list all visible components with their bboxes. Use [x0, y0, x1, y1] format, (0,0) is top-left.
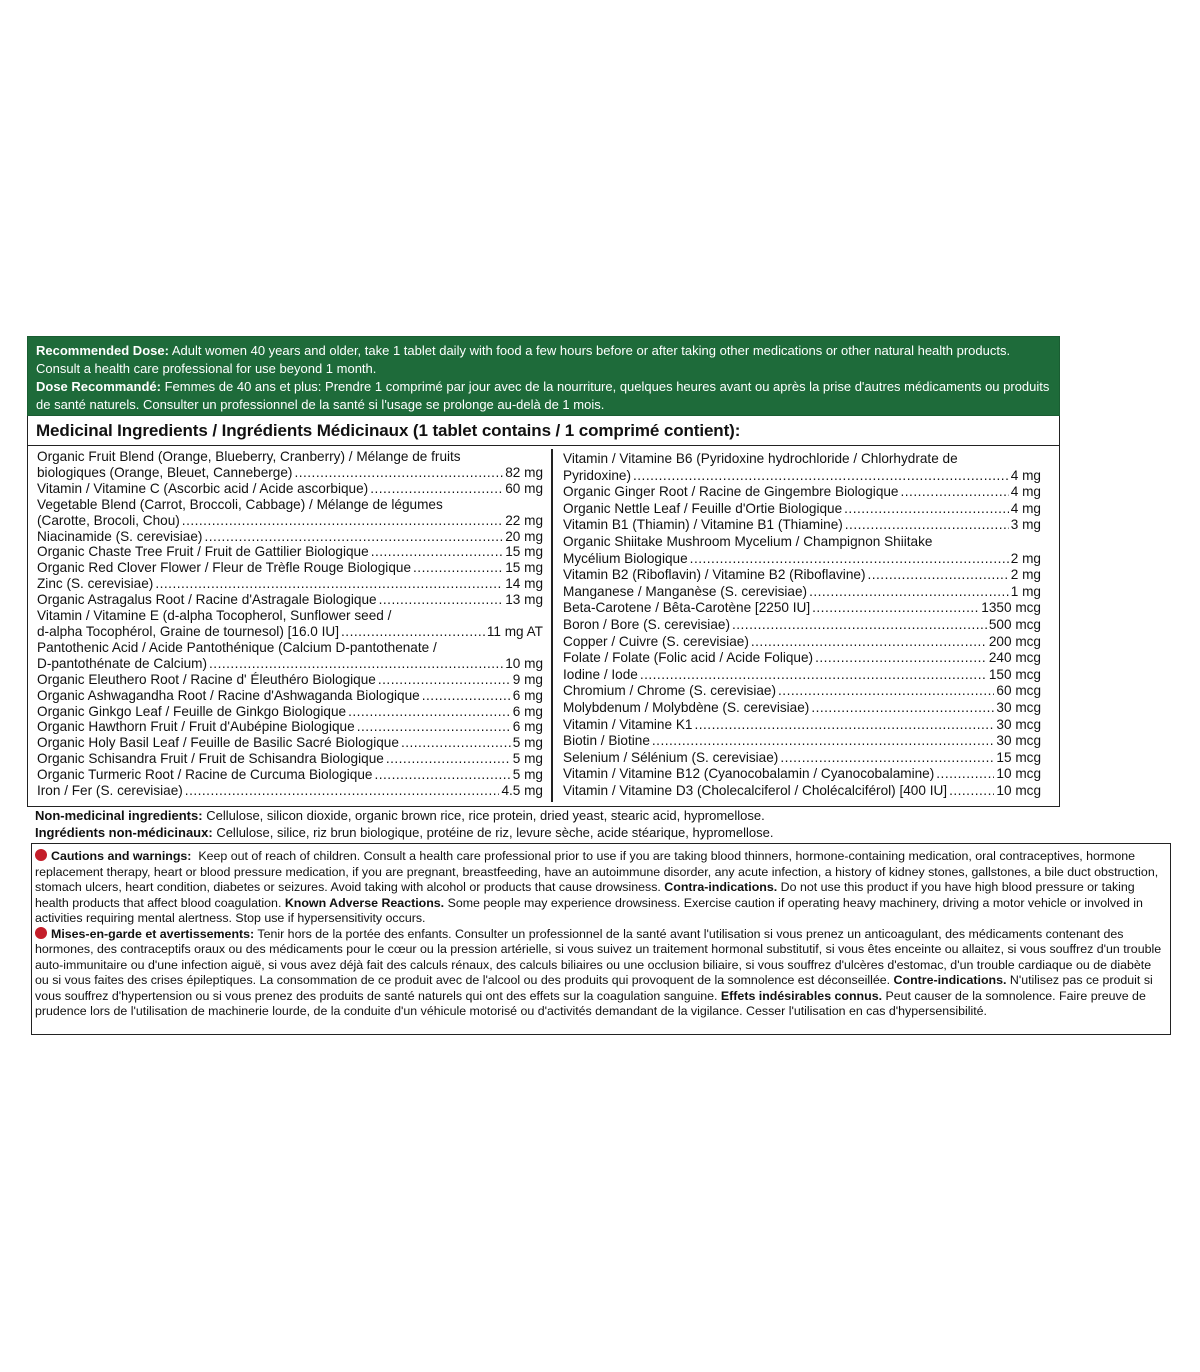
ingredient-row — [563, 634, 1041, 651]
ingredient-amount: 5 mg — [512, 767, 543, 783]
cautions-fr-adverse-text: Peut causer de la somnolence. Faire preuve de prudence lors de l'utilisation de machinerie lourde, de la conduite d'un véhicule motorisé ou d'activités demandant de la vigilance. Cesser l'utilisation en cas d'hypersensibilité. — [35, 988, 1146, 1018]
ingredient-name: Organic Eleuthero Root / Racine d' Éleuthéro Biologique — [37, 671, 376, 687]
ingredient-amount: 60 mcg — [996, 683, 1041, 699]
dot-leader — [378, 672, 511, 688]
ingredient-row — [563, 567, 1041, 584]
ingredient-name: Biotin / Biotine — [563, 733, 650, 749]
ingredient-name: D-pantothénate de Calcium) — [37, 655, 208, 671]
ingredient-name-line: Organic Shiitake Mushroom Mycelium / Champignon Shiitake — [563, 533, 933, 549]
ingredient-row — [37, 465, 543, 481]
cautions-en-adverse-text: Some people may experience drowsiness. Exercise caution if operating heavy machinery, driving a motor vehicle or involved in activities requiring mental alertness. Stop use if hypersensitivity occurs. — [35, 895, 1143, 925]
dot-leader — [815, 650, 987, 667]
ingredient-amount: 11 mg AT — [486, 623, 543, 639]
ingredient-name-line: Organic Fruit Blend (Orange, Blueberry, Cranberry) / Mélange de fruits — [37, 449, 461, 464]
cautions-en-contra-text: Do not use this product if you have high blood pressure or taking health products that affect blood coagulation. — [35, 880, 1135, 910]
ingredient-row — [37, 704, 543, 720]
ingredient-amount: 1350 mcg — [981, 600, 1041, 616]
ingredient-row — [37, 767, 543, 783]
ingredient-name: Organic Astragalus Root / Racine d'Astragale Biologique — [37, 592, 377, 608]
ingredient-amount: 500 mcg — [988, 616, 1041, 632]
ingredient-name: Niacinamide (S. cerevisiae) — [37, 528, 203, 544]
dot-leader — [371, 544, 504, 560]
cautions-fr-label: Mises-en-garde et avertissements: — [51, 926, 255, 941]
ingredient-row — [37, 783, 543, 799]
cautions-fr-text: Tenir hors de la portée des enfants. Consulter un professionnel de la santé avant l'utilisation si vous prenez un anticoagulant, des médicaments contenant des hormones, des contraceptifs oraux ou des médicaments pour le cœur ou la pression artérielle, si vous suivez un traitement hormonal substitutif, si vous êtes enceinte ou allaitez, si vous souffrez d'un trouble auto-immunitaire ou d'une infection aiguë, si vous avez déjà fait des calculs rénaux, des calculs biliaires ou une occlusion biliaire, si vous souffrez d'ulcères d'estomac, d'un trouble cardiaque ou de diabète ou si vous faites des crises épileptiques. La consommation de ce produit avec de l'alcool ou des produits qui provoquent de la somnolence est déconseillée. — [35, 926, 1162, 987]
ingredient-name: Mycélium Biologique — [563, 550, 688, 566]
ingredient-amount: 4 mg — [1010, 484, 1041, 500]
ingredient-name: Zinc (S. cerevisiae) — [37, 576, 154, 592]
nonmed-fr — [35, 825, 773, 842]
nonmed-en — [35, 808, 773, 825]
dose-en-label: Recommended Dose: — [36, 343, 169, 358]
recommended-dose-box — [27, 336, 1060, 416]
ingredient-row — [563, 717, 1041, 734]
ingredient-name: Organic Ashwagandha Root / Racine d'Ashwaganda Biologique — [37, 687, 420, 703]
dot-leader — [209, 656, 503, 672]
ingredient-row — [563, 700, 1041, 717]
ingredient-row — [37, 751, 543, 767]
dot-leader — [780, 750, 994, 767]
ingredient-row — [37, 544, 543, 560]
dot-leader — [185, 783, 500, 799]
ingredients-header: Medicinal Ingredients / Ingrédients Médicinaux (1 tablet contains / 1 comprimé contient): — [28, 416, 1059, 446]
cautions-en-adverse-label: Known Adverse Reactions. — [284, 895, 445, 910]
cautions-box — [31, 843, 1171, 1035]
ingredient-amount: 30 mcg — [996, 699, 1041, 715]
ingredient-row — [37, 481, 543, 497]
ingredient-amount: 20 mg — [505, 528, 543, 544]
dose-fr-label: Dose Recommandé: — [36, 379, 161, 394]
ingredient-name: Vitamin / Vitamine K1 — [563, 716, 693, 732]
ingredient-row — [37, 656, 543, 672]
ingredient-row — [37, 529, 543, 545]
ingredient-name: Vitamin B2 (Riboflavin) / Vitamine B2 (Riboflavine) — [563, 567, 866, 583]
dot-leader — [422, 688, 511, 704]
nonmed-fr-label: Ingrédients non-médicinaux: — [35, 824, 213, 840]
ingredient-row — [37, 576, 543, 592]
medicinal-ingredients-box — [27, 416, 1060, 807]
ingredient-name: (Carotte, Brocoli, Chou) — [37, 512, 180, 528]
dose-fr — [36, 378, 1051, 414]
dot-leader — [386, 751, 511, 767]
ingredients-right-column — [563, 451, 1041, 799]
dot-leader — [690, 551, 1009, 568]
dot-leader — [812, 600, 979, 617]
ingredient-amount: 10 mcg — [996, 766, 1041, 782]
ingredient-amount: 10 mcg — [996, 782, 1041, 798]
dot-leader — [348, 704, 511, 720]
ingredient-name: Selenium / Sélénium (S. cerevisiae) — [563, 749, 779, 765]
cautions-fr-adverse-label: Effets indésirables connus. — [720, 988, 883, 1003]
dot-leader — [936, 766, 994, 783]
dot-leader — [204, 529, 503, 545]
ingredient-amount: 30 mcg — [996, 716, 1041, 732]
ingredient-amount: 5 mg — [512, 735, 543, 751]
ingredient-amount: 4 mg — [1010, 467, 1041, 483]
ingredient-row — [563, 584, 1041, 601]
ingredient-row — [563, 733, 1041, 750]
ingredient-amount: 5 mg — [512, 751, 543, 767]
ingredient-amount: 2 mg — [1010, 550, 1041, 566]
dose-en — [36, 342, 1051, 378]
dot-leader — [811, 700, 994, 717]
cautions-fr — [35, 927, 1167, 1020]
cautions-fr-contra-label: Contre-indications. — [893, 973, 1007, 987]
ingredient-name: Vitamin / Vitamine D3 (Cholecalciferol / Cholécalciférol) [400 IU] — [563, 782, 948, 798]
ingredient-name: Vitamin / Vitamine C (Ascorbic acid / Acide ascorbique) — [37, 480, 369, 496]
ingredient-amount: 150 mcg — [988, 666, 1041, 682]
ingredient-amount: 3 mg — [1010, 517, 1041, 533]
nonmed-fr-text: Cellulose, silice, riz brun biologique, protéine de riz, levure sèche, acide stéarique, hypromellose. — [216, 824, 774, 840]
ingredient-name: Organic Nettle Leaf / Feuille d'Ortie Biologique — [563, 500, 843, 516]
ingredient-amount: 1 mg — [1010, 583, 1041, 599]
ingredient-name: Organic Ginger Root / Racine de Gingembre Biologique — [563, 484, 899, 500]
dose-en-text: Adult women 40 years and older, take 1 tablet daily with food a few hours before or after taking other medications or other natural health products. Consult a health care professional for use beyond 1 month. — [36, 343, 1011, 376]
ingredient-row — [563, 750, 1041, 767]
ingredient-amount: 200 mcg — [988, 633, 1041, 649]
dot-leader — [633, 468, 1009, 485]
ingredient-name: Organic Chaste Tree Fruit / Fruit de Gattilier Biologique — [37, 544, 369, 560]
ingredient-name: Organic Hawthorn Fruit / Fruit d'Aubépine Biologique — [37, 719, 355, 735]
ingredient-row — [37, 672, 543, 688]
ingredient-row — [563, 783, 1041, 800]
nonmed-en-label: Non-medicinal ingredients: — [35, 808, 203, 823]
ingredient-name: Folate / Folate (Folic acid / Acide Folique) — [563, 650, 814, 666]
ingredient-name: Molybdenum / Molybdène (S. cerevisiae) — [563, 699, 810, 715]
warning-dot-icon — [35, 849, 47, 861]
dot-leader — [844, 501, 1009, 518]
ingredient-name: d-alpha Tocophérol, Graine de tournesol) [16.0 IU] — [37, 623, 340, 639]
ingredient-amount: 13 mg — [505, 592, 543, 608]
ingredient-name: Organic Holy Basil Leaf / Feuille de Basilic Sacré Biologique — [37, 735, 399, 751]
warning-dot-icon — [35, 927, 47, 939]
ingredient-amount: 15 mcg — [996, 749, 1041, 765]
dot-leader — [640, 667, 987, 684]
ingredient-row — [563, 501, 1041, 518]
cautions-en — [35, 849, 1167, 927]
ingredient-name: Pyridoxine) — [563, 467, 631, 483]
dot-leader — [652, 733, 995, 750]
dot-leader — [809, 584, 1009, 601]
dot-leader — [778, 683, 994, 700]
ingredient-name: Iodine / Iode — [563, 666, 638, 682]
ingredient-row — [563, 766, 1041, 783]
ingredient-row — [37, 560, 543, 576]
dot-leader — [949, 783, 994, 800]
dot-leader — [732, 617, 987, 634]
cautions-fr-contra-text: N'utilisez pas ce produit si vous souffrez d'hypertension ou si vous prenez des produits de santé naturels qui ont des effets sur la coagulation sanguine. — [35, 973, 1153, 1003]
ingredient-row — [563, 667, 1041, 684]
dot-leader — [867, 567, 1008, 584]
ingredient-amount: 2 mg — [1010, 567, 1041, 583]
dot-leader — [155, 576, 503, 592]
ingredient-row — [37, 719, 543, 735]
dot-leader — [694, 717, 994, 734]
ingredient-amount: 30 mcg — [996, 733, 1041, 749]
ingredient-name: Copper / Cuivre (S. cerevisiae) — [563, 633, 749, 649]
ingredient-amount: 6 mg — [512, 703, 543, 719]
dot-leader — [182, 513, 503, 529]
ingredient-row — [563, 650, 1041, 667]
column-divider — [551, 449, 553, 802]
cautions-en-contra-label: Contra-indications. — [664, 880, 778, 894]
dot-leader — [751, 634, 987, 651]
ingredient-name: Boron / Bore (S. cerevisiae) — [563, 616, 730, 632]
ingredient-name: Organic Turmeric Root / Racine de Curcuma Biologique — [37, 767, 373, 783]
ingredient-row — [563, 683, 1041, 700]
ingredient-row — [563, 517, 1041, 534]
ingredient-row — [563, 617, 1041, 634]
ingredient-name: biologiques (Orange, Bleuet, Canneberge) — [37, 464, 293, 480]
ingredient-amount: 9 mg — [512, 671, 543, 687]
ingredient-row — [37, 688, 543, 704]
ingredient-amount: 4.5 mg — [501, 783, 543, 799]
ingredient-amount: 10 mg — [505, 655, 543, 671]
cautions-en-label: Cautions and warnings: — [51, 849, 192, 863]
dot-leader — [294, 465, 503, 481]
cautions-en-text: Keep out of reach of children. Consult a health care professional prior to use if you are taking blood thinners, hormone-containing medication, oral contraceptives, hormone replacement therapy, heart or blood pressure medication, if you are pregnant, breastfeeding, have an autoimmune disorder, any acute infection, a history of kidney stones, gallstones, a bile duct obstruction, stomach ulcers, heart condition, diabetes or seizures. Avoid taking with alcohol or products that cause drowsiness. — [35, 849, 1159, 894]
ingredient-row — [37, 624, 543, 640]
dose-fr-text: Femmes de 40 ans et plus: Prendre 1 comprimé par jour avec de la nourriture, quelques heures avant ou après la prise d'autres médicaments ou produits de santé naturels. Consulter un professionnel de la santé si l'usage se prolonge au-delà de 1 mois. — [36, 379, 1050, 412]
dot-leader — [401, 735, 511, 751]
dot-leader — [845, 517, 1009, 534]
ingredient-name-line: Vitamin / Vitamine E (d-alpha Tocopherol, Sunflower seed / — [37, 608, 392, 624]
ingredient-amount: 240 mcg — [988, 650, 1041, 666]
ingredient-row — [563, 551, 1041, 568]
dot-leader — [370, 481, 503, 497]
ingredient-name: Organic Ginkgo Leaf / Feuille de Ginkgo Biologique — [37, 703, 347, 719]
ingredient-amount: 82 mg — [505, 464, 543, 480]
ingredient-name: Manganese / Manganèse (S. cerevisiae) — [563, 583, 808, 599]
ingredient-name: Vitamin / Vitamine B12 (Cyanocobalamin / Cyanocobalamine) — [563, 766, 935, 782]
dot-leader — [413, 560, 503, 576]
ingredients-left-column — [37, 449, 543, 799]
ingredient-name-line: Vegetable Blend (Carrot, Broccoli, Cabbage) / Mélange de légumes — [37, 496, 443, 512]
ingredient-name-line: Vitamin / Vitamine B6 (Pyridoxine hydrochloride / Chlorhydrate de — [563, 451, 958, 466]
ingredient-amount: 14 mg — [505, 576, 543, 592]
ingredient-amount: 6 mg — [512, 719, 543, 735]
ingredient-name: Chromium / Chrome (S. cerevisiae) — [563, 683, 777, 699]
ingredient-row — [37, 592, 543, 608]
dot-leader — [379, 592, 504, 608]
ingredient-amount: 22 mg — [505, 512, 543, 528]
ingredient-name: Organic Schisandra Fruit / Fruit de Schisandra Biologique — [37, 751, 384, 767]
ingredient-name-line: Pantothenic Acid / Acide Pantothénique (Calcium D-pantothenate / — [37, 639, 437, 655]
ingredient-row — [37, 735, 543, 751]
dot-leader — [901, 484, 1009, 501]
nonmed-en-text: Cellulose, silicon dioxide, organic brown rice, rice protein, dried yeast, stearic acid, hypromellose. — [206, 808, 765, 823]
dot-leader — [341, 624, 485, 640]
ingredient-amount: 15 mg — [505, 544, 543, 560]
ingredient-amount: 4 mg — [1010, 500, 1041, 516]
ingredient-amount: 60 mg — [505, 480, 543, 496]
ingredient-name: Beta-Carotene / Bêta-Carotène [2250 IU] — [563, 600, 811, 616]
ingredient-name: Organic Red Clover Flower / Fleur de Trèfle Rouge Biologique — [37, 560, 412, 576]
dot-leader — [374, 767, 510, 783]
non-medicinal-ingredients — [35, 808, 773, 841]
ingredient-amount: 6 mg — [512, 687, 543, 703]
ingredient-amount: 15 mg — [505, 560, 543, 576]
ingredient-row — [563, 484, 1041, 501]
dot-leader — [357, 719, 511, 735]
ingredient-row — [37, 513, 543, 529]
ingredient-name: Iron / Fer (S. cerevisiae) — [37, 783, 183, 799]
ingredient-name: Vitamin B1 (Thiamin) / Vitamine B1 (Thiamine) — [563, 517, 843, 533]
ingredient-row — [563, 600, 1041, 617]
ingredient-row — [563, 468, 1041, 485]
